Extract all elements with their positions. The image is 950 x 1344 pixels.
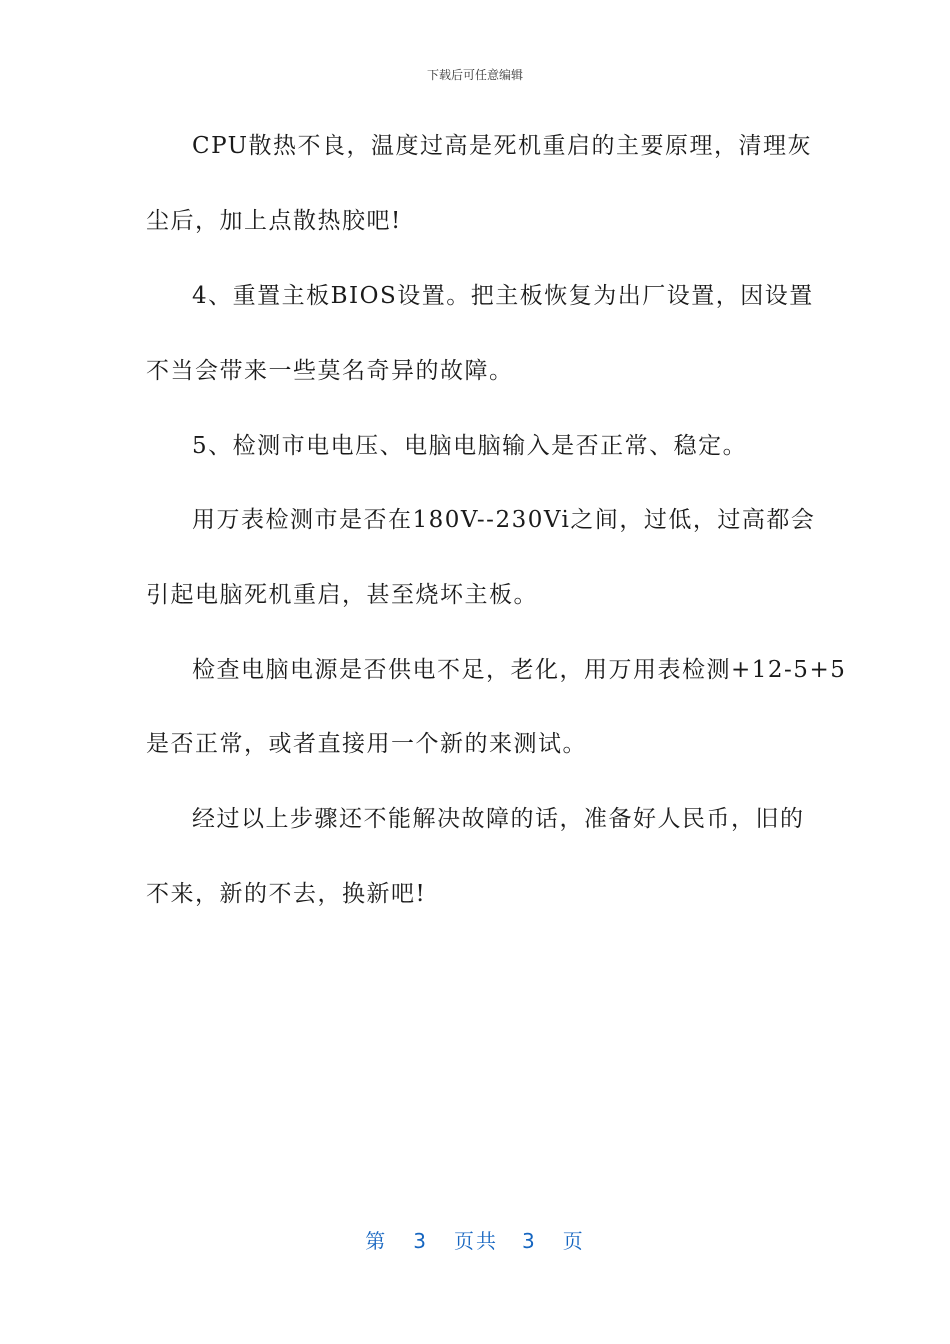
page-header: 下载后可任意编辑 (426, 68, 523, 82)
paragraph-2-line-1: 4、重置主板BIOS设置。把主板恢复为出厂设置，因设置 (192, 283, 814, 309)
paragraph-1-line-2: 尘后，加上点散热胶吧! (146, 208, 402, 234)
paragraph-4-line-2: 引起电脑死机重启，甚至烧坏主板。 (146, 582, 538, 608)
paragraph-3-line-1: 5、检测市电电压、电脑电脑输入是否正常、稳定。 (192, 433, 748, 459)
paragraph-6-line-2: 不来，新的不去，换新吧! (146, 881, 427, 907)
page-suffix: 页 (562, 1229, 585, 1253)
paragraph-5-line-2: 是否正常，或者直接用一个新的来测试。 (146, 731, 587, 757)
page-middle-text: 页共 (454, 1229, 498, 1253)
current-page-number: 3 (413, 1229, 428, 1253)
page-prefix: 第 (365, 1229, 388, 1253)
paragraph-5-line-1: 检查电脑电源是否供电不足，老化，用万用表检测+12-5+5 (192, 657, 847, 683)
paragraph-6-line-1: 经过以上步骤还不能解决故障的话，准备好人民币，旧的 (192, 806, 805, 832)
paragraph-2-line-2: 不当会带来一些莫名奇异的故障。 (146, 358, 514, 384)
paragraph-4-line-1: 用万表检测市是否在180V--230Vi之间，过低，过高都会 (192, 507, 816, 533)
paragraph-1-line-1: CPU散热不良，温度过高是死机重启的主要原理，清理灰 (192, 133, 813, 159)
page-footer (0, 1225, 950, 1254)
total-pages-number: 3 (522, 1229, 537, 1253)
